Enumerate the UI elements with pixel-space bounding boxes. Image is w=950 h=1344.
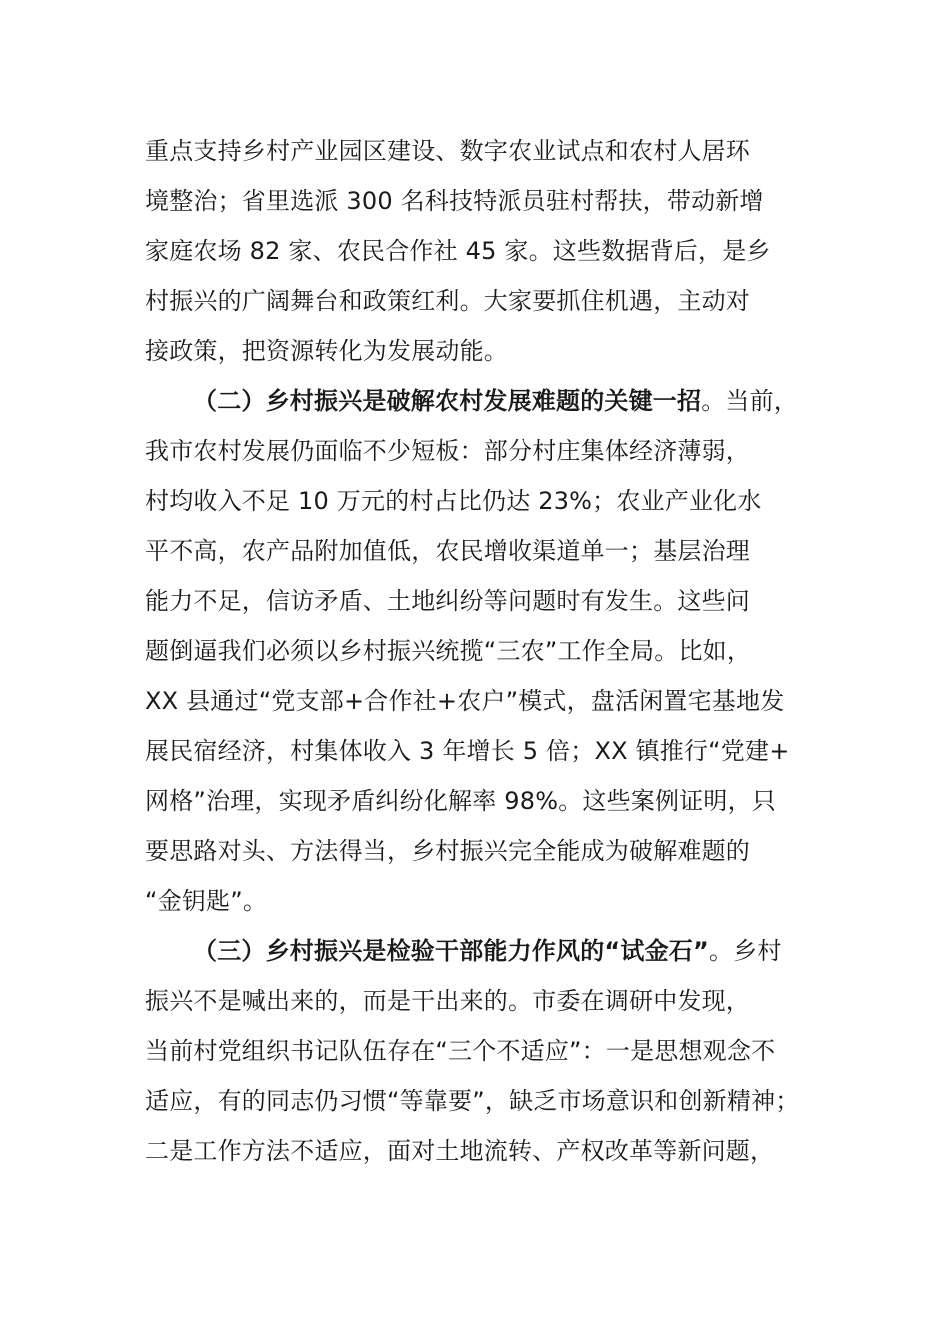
text-line: 村振兴的广阔舞台和政策红利。大家要抓住机遇，主动对 [145,287,750,315]
text-line: 村均收入不足 10 万元的村占比仍达 23%；农业产业化水 [145,487,762,515]
text-line: 展民宿经济，村集体收入 3 年增长 5 倍；XX 镇推行“党建+ [145,737,790,765]
text-line: “金钥匙”。 [145,887,268,915]
text-line: 家庭农场 82 家、农民合作社 45 家。这些数据背后，是乡 [145,237,771,265]
section-heading-3-rest: 。乡村 [708,937,782,965]
text-line: 当前村党组织书记队伍存在“三个不适应”：一是思想观念不 [145,1037,776,1065]
text-line: 网格”治理，实现矛盾纠纷化解率 98%。这些案例证明，只 [145,787,777,815]
text-line: XX 县通过“党支部+合作社+农户”模式，盘活闲置宅基地发 [145,687,785,715]
text-line: 适应，有的同志仍习惯“等靠要”，缺乏市场意识和创新精神； [145,1087,800,1115]
text-line: 二是工作方法不适应，面对土地流转、产权改革等新问题， [145,1137,775,1165]
section-heading-3 [193,936,782,966]
text-line: 题倒逼我们必须以乡村振兴统揽“三农”工作全局。比如， [145,637,752,665]
text-line: 振兴不是喊出来的，而是干出来的。市委在调研中发现， [145,987,750,1015]
text-line: 平不高，农产品附加值低，农民增收渠道单一；基层治理 [145,537,750,565]
section-heading-3-title: （三）乡村振兴是检验干部能力作风的“试金石” [193,937,709,965]
section-heading-2-title: （二）乡村振兴是破解农村发展难题的关键一招 [193,387,702,415]
text-line: 我市农村发展仍面临不少短板：部分村庄集体经济薄弱， [145,437,750,465]
section-heading-2-rest: 。当前， [701,387,799,415]
text-line: 要思路对头、方法得当，乡村振兴完全能成为破解难题的 [145,837,750,865]
text-line: 能力不足，信访矛盾、土地纠纷等问题时有发生。这些问 [145,587,750,615]
section-heading-2 [193,386,798,416]
text-line: 接政策，把资源转化为发展动能。 [145,337,508,365]
text-line: 重点支持乡村产业园区建设、数字农业试点和农村人居环 [145,137,750,165]
text-line: 境整治；省里选派 300 名科技特派员驻村帮扶，带动新增 [145,187,764,215]
